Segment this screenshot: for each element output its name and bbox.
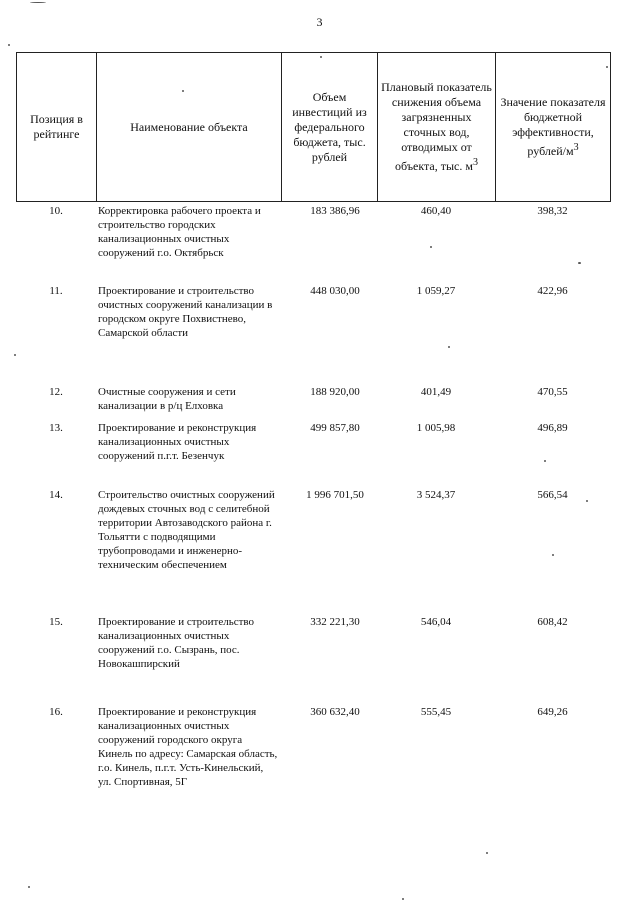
scan-speck (544, 460, 546, 462)
header-plan (378, 53, 496, 202)
row-position: 15. (49, 616, 63, 628)
scan-speck (448, 346, 450, 348)
scan-speck (552, 554, 554, 556)
row-plan: 401,49 (420, 386, 452, 398)
row-name: Очистные сооружения и сети канализации в р/ц Елховка (98, 386, 236, 412)
header-efficiency-sup: 3 (573, 142, 579, 153)
scan-speck (402, 898, 404, 900)
row-efficiency: 496,89 (537, 422, 568, 434)
row-investment: 183 386,96 (310, 205, 360, 217)
scan-speck (486, 852, 488, 854)
row-plan: 3 524,37 (416, 489, 456, 501)
row-plan: 460,40 (420, 205, 452, 217)
row-plan: 546,04 (420, 616, 452, 628)
row-position: 13. (49, 422, 63, 434)
scan-speck (430, 246, 432, 248)
row-name: Строительство очистных сооружений дождевых сточных вод с селитебной территории Автозаводского района г. Тольятти с подводящими трубопроводами и инженерно-техническим обеспечением (98, 489, 275, 571)
scan-speck (8, 44, 10, 46)
row-name: Проектирование и реконструкция канализационных очистных сооружений п.г.т. Безенчук (98, 422, 257, 462)
row-plan: 1 059,27 (416, 285, 456, 297)
row-name: Проектирование и строительство очистных сооружений канализации в городском округе Похвистнево, Самарской области (98, 285, 273, 339)
row-efficiency: 398,32 (537, 205, 568, 217)
header-efficiency (496, 53, 611, 202)
row-efficiency: 422,96 (537, 285, 568, 297)
header-plan-text: Плановый показатель снижения объема загрязненных сточных вод, отводимых от объекта, тыс. м (381, 80, 492, 173)
row-investment: 360 632,40 (310, 706, 360, 718)
row-position: 14. (49, 489, 63, 501)
row-name: Проектирование и реконструкция канализационных очистных сооружений городского округа Кинель по адресу: Самарская область, г.о. Кинель, п.г.т. Усть-Кинельский, ул. Спортивная, 5Г (98, 706, 278, 788)
row-investment: 188 920,00 (310, 386, 360, 398)
scan-speck (14, 354, 16, 356)
scan-speck (182, 90, 184, 92)
scan-speck (28, 886, 30, 888)
row-investment: 332 221,30 (310, 616, 360, 628)
header-position: Позиция в рейтинге (17, 53, 97, 202)
row-position: 16. (49, 706, 63, 718)
header-efficiency-text: Значение показателя бюджетной эффективности, рублей/м (500, 95, 606, 158)
row-position: 12. (49, 386, 63, 398)
row-position: 11. (49, 285, 63, 297)
row-position: 10. (49, 205, 63, 217)
scan-speck (578, 262, 581, 264)
row-efficiency: 649,26 (537, 706, 568, 718)
row-efficiency: 566,54 (537, 489, 568, 501)
scan-speck (320, 56, 322, 58)
row-investment: 499 857,80 (310, 422, 360, 434)
row-investment: 448 030,00 (310, 285, 360, 297)
row-name: Корректировка рабочего проекта и строительство городских канализационных очистных сооружений г.о. Октябрьск (98, 205, 261, 259)
row-name: Проектирование и строительство канализационных очистных сооружений г.о. Сызрань, пос. Новокашпирский (98, 616, 255, 670)
header-investment: Объем инвестиций из федерального бюджета, тыс. рублей (282, 53, 378, 202)
header-name: Наименование объекта (97, 53, 282, 202)
page-number: 3 (316, 15, 323, 29)
scan-speck (586, 500, 588, 502)
row-efficiency: 608,42 (537, 616, 568, 628)
row-plan: 555,45 (420, 706, 452, 718)
scan-speck (30, 2, 46, 3)
scan-speck (606, 66, 608, 68)
row-plan: 1 005,98 (416, 422, 456, 434)
table-header (16, 52, 611, 202)
row-investment: 1 996 701,50 (306, 489, 364, 501)
row-efficiency: 470,55 (537, 386, 568, 398)
header-plan-sup: 3 (472, 157, 478, 168)
